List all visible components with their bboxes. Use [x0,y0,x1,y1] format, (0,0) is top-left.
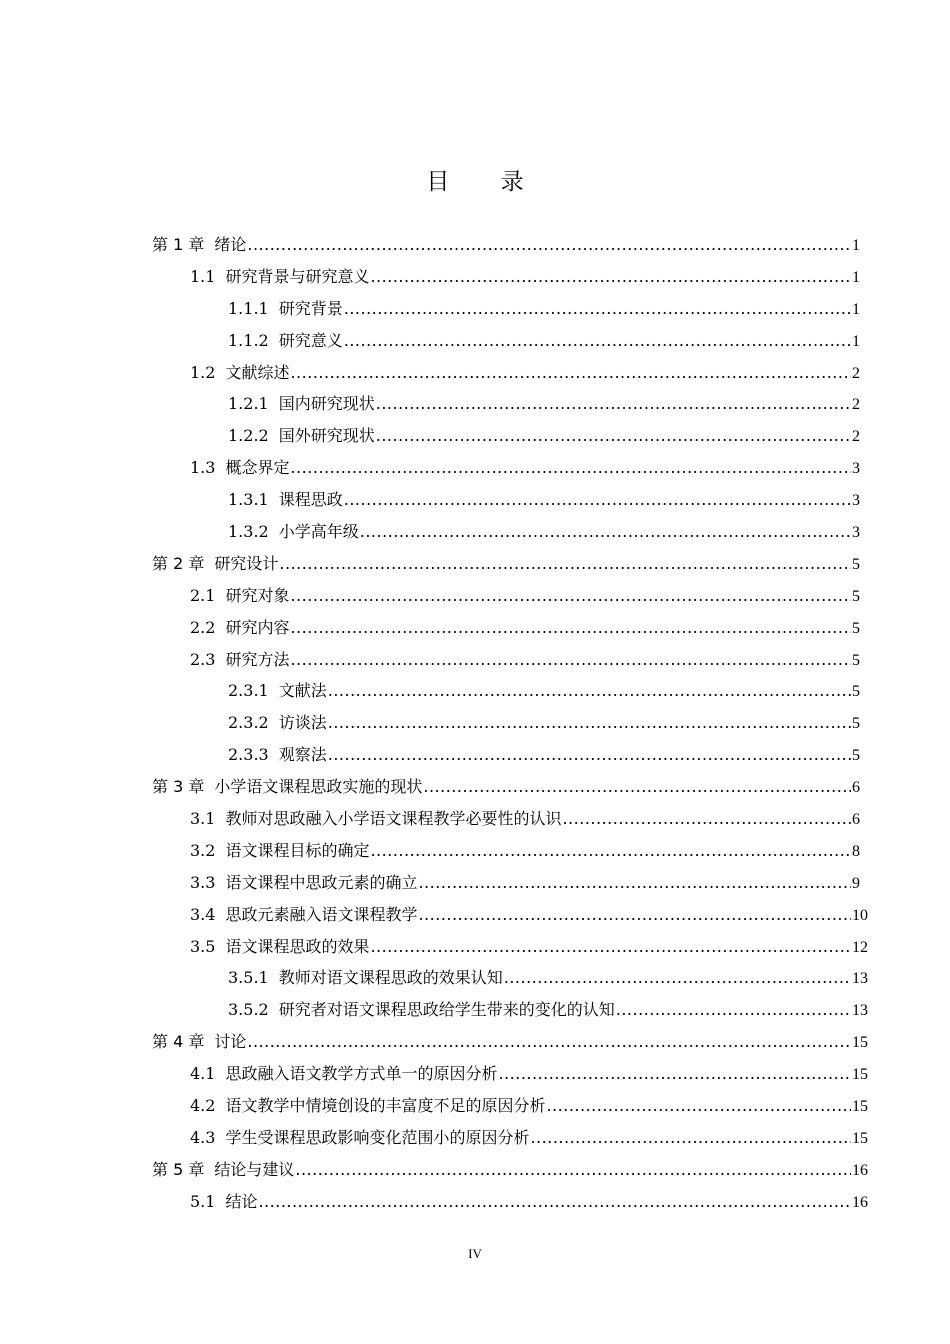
toc-entry-page: 6 [852,811,860,829]
toc-entry-page: 1 [852,237,860,254]
toc-entry-number: 2.1 [190,585,216,605]
toc-dot-leader [290,580,851,612]
toc-entry[interactable] [152,1186,868,1218]
toc-dot-leader [344,293,851,325]
toc-entry-number: 第 2 章 [152,553,205,573]
toc-entry[interactable] [152,293,860,325]
toc-entry-number: 1.1 [190,266,216,286]
toc-entry-number: 3.1 [190,809,216,829]
toc-entry[interactable] [152,420,860,452]
page-number: IV [468,1246,482,1261]
toc-entry-page: 9 [852,874,860,892]
toc-dot-leader [562,803,851,835]
toc-dot-leader [295,1154,851,1186]
toc-dot-leader [328,739,851,771]
toc-entry-title: 国外研究现状 [278,426,375,446]
toc-entry-number: 第 5 章 [152,1159,205,1179]
toc-entry-page: 12 [852,938,868,956]
toc-entry-title: 研究背景与研究意义 [225,266,370,286]
toc-entry-number: 第 4 章 [152,1032,205,1052]
toc-entry-page: 2 [852,364,860,382]
toc-dot-leader [616,994,851,1026]
toc-dot-leader [423,771,851,803]
toc-entry-page: 3 [852,460,860,478]
toc-entry[interactable] [152,1026,868,1058]
toc-entry-page: 16 [852,1161,868,1179]
toc-entry-number: 1.2.2 [228,426,269,446]
toc-entry[interactable] [152,1154,868,1186]
toc-dot-leader [370,931,851,963]
toc-entry[interactable] [152,357,860,389]
toc-entry-title: 文献法 [278,681,327,701]
toc-entry-title: 概念界定 [225,458,290,478]
toc-entry[interactable] [152,931,868,963]
toc-dot-leader [360,516,851,548]
table-of-contents [152,229,868,1218]
toc-entry-number: 1.1.2 [228,330,269,350]
toc-entry-title: 观察法 [278,745,327,765]
toc-entry[interactable] [152,994,868,1026]
toc-entry[interactable] [152,516,860,548]
toc-entry-number: 2.3.3 [228,745,269,765]
toc-dot-leader [247,229,851,261]
toc-entry-title: 语文教学中情境创设的丰富度不足的原因分析 [225,1096,546,1116]
toc-entry-page: 3 [852,492,860,510]
toc-entry-title: 语文课程思政的效果 [225,936,370,956]
toc-entry-title: 研究对象 [225,585,290,605]
toc-entry-page: 5 [852,683,860,701]
toc-entry[interactable] [152,484,860,516]
toc-entry-page: 1 [852,268,860,286]
toc-entry-number: 3.4 [190,904,216,924]
toc-entry[interactable] [152,452,860,484]
toc-entry-number: 2.2 [190,617,216,637]
toc-entry-page: 8 [852,842,860,860]
toc-entry-page: 2 [852,428,860,446]
toc-entry-title: 课程思政 [278,490,343,510]
toc-entry[interactable] [152,707,860,739]
toc-entry[interactable] [152,1090,868,1122]
toc-entry-page: 13 [852,970,868,988]
toc-dot-leader [344,484,851,516]
toc-entry-number: 3.5.2 [228,1000,269,1020]
toc-entry-page: 2 [852,396,860,414]
toc-entry[interactable] [152,1122,868,1154]
toc-entry-title: 思政融入语文教学方式单一的原因分析 [225,1064,498,1084]
toc-entry-page: 16 [852,1193,868,1211]
toc-entry-title: 研究内容 [225,617,290,637]
toc-entry-page: 5 [852,587,860,605]
toc-entry[interactable] [152,580,860,612]
toc-dot-leader [290,612,851,644]
toc-entry[interactable] [152,548,860,580]
toc-dot-leader [344,325,851,357]
toc-entry[interactable] [152,325,860,357]
toc-entry-page: 6 [852,779,860,797]
toc-entry-title: 研究设计 [214,553,279,573]
toc-entry-page: 3 [852,524,860,542]
toc-entry-number: 1.3 [190,458,216,478]
toc-entry-page: 5 [852,651,860,669]
toc-entry-title: 学生受课程思政影响变化范围小的原因分析 [225,1127,530,1147]
toc-dot-leader [418,867,851,899]
toc-dot-leader [290,452,851,484]
toc-entry-page: 1 [852,332,860,350]
page-title: 目 录 [426,169,546,195]
toc-entry-number: 3.3 [190,872,216,892]
toc-entry-title: 研究者对语文课程思政给学生带来的变化的认知 [278,1000,615,1020]
toc-dot-leader [328,675,851,707]
toc-entry-page: 15 [852,1098,868,1116]
toc-entry[interactable] [152,835,860,867]
toc-entry-page: 15 [852,1129,868,1147]
toc-dot-leader [247,1026,851,1058]
toc-entry-title: 结论 [225,1191,258,1211]
toc-entry-number: 3.2 [190,840,216,860]
toc-dot-leader [370,261,851,293]
toc-entry-page: 10 [852,906,868,924]
toc-entry-page: 5 [852,747,860,765]
toc-dot-leader [370,835,851,867]
toc-entry-number: 1.2 [190,362,216,382]
toc-entry-number: 第 1 章 [152,235,205,254]
toc-entry-page: 5 [852,619,860,637]
toc-entry-number: 3.5.1 [228,968,269,988]
toc-entry-number: 4.1 [190,1064,216,1084]
toc-entry-title: 教师对思政融入小学语文课程教学必要性的认识 [225,809,562,829]
toc-entry-title: 小学语文课程思政实施的现状 [214,777,423,797]
toc-entry-number: 2.3.1 [228,681,269,701]
toc-entry[interactable] [152,229,860,261]
toc-entry-number: 4.2 [190,1096,216,1116]
toc-entry[interactable] [152,1058,868,1090]
toc-entry[interactable] [152,612,860,644]
toc-entry-title: 讨论 [214,1032,247,1052]
toc-entry[interactable] [152,899,868,931]
toc-entry-title: 语文课程中思政元素的确立 [225,872,418,892]
toc-entry-title: 文献综述 [225,362,290,382]
toc-entry-title: 结论与建议 [214,1159,295,1179]
toc-entry[interactable] [152,388,860,420]
toc-entry-page: 1 [852,300,860,318]
toc-entry[interactable] [152,675,860,707]
toc-entry-number: 2.3 [190,649,216,669]
toc-entry-title: 国内研究现状 [278,394,375,414]
toc-entry-number: 1.3.1 [228,490,269,510]
toc-entry-title: 研究意义 [278,330,343,350]
toc-entry-title: 绪论 [214,235,247,254]
toc-dot-leader [290,644,851,676]
toc-entry-page: 15 [852,1034,868,1052]
toc-dot-leader [546,1090,851,1122]
toc-entry-page: 13 [852,1002,868,1020]
toc-entry-number: 1.3.2 [228,522,269,542]
toc-dot-leader [376,420,851,452]
toc-entry-title: 访谈法 [278,713,327,733]
toc-dot-leader [290,357,851,389]
toc-dot-leader [279,548,851,580]
toc-dot-leader [530,1122,851,1154]
toc-entry-title: 教师对语文课程思政的效果认知 [278,968,503,988]
toc-entry-number: 第 3 章 [152,777,205,797]
toc-dot-leader [504,962,851,994]
toc-entry-page: 15 [852,1066,868,1084]
toc-entry-title: 研究背景 [278,298,343,318]
toc-entry-title: 思政元素融入语文课程教学 [225,904,418,924]
toc-entry-number: 1.1.1 [228,298,269,318]
toc-entry[interactable] [152,962,868,994]
toc-entry-title: 语文课程目标的确定 [225,840,370,860]
toc-entry[interactable] [152,739,860,771]
toc-entry-title: 小学高年级 [278,522,359,542]
toc-entry-number: 2.3.2 [228,713,269,733]
toc-entry[interactable] [152,644,860,676]
toc-entry-page: 5 [852,715,860,733]
toc-dot-leader [328,707,851,739]
toc-entry[interactable] [152,771,860,803]
toc-dot-leader [418,899,851,931]
toc-entry-title: 研究方法 [225,649,290,669]
toc-dot-leader [376,388,851,420]
toc-entry-page: 5 [852,555,860,573]
toc-entry[interactable] [152,867,860,899]
toc-dot-leader [498,1058,851,1090]
toc-entry-number: 4.3 [190,1127,216,1147]
toc-entry-number: 5.1 [190,1191,216,1211]
toc-entry-number: 3.5 [190,936,216,956]
toc-entry[interactable] [152,803,860,835]
toc-entry-number: 1.2.1 [228,394,269,414]
toc-dot-leader [258,1186,851,1218]
toc-entry[interactable] [152,261,860,293]
